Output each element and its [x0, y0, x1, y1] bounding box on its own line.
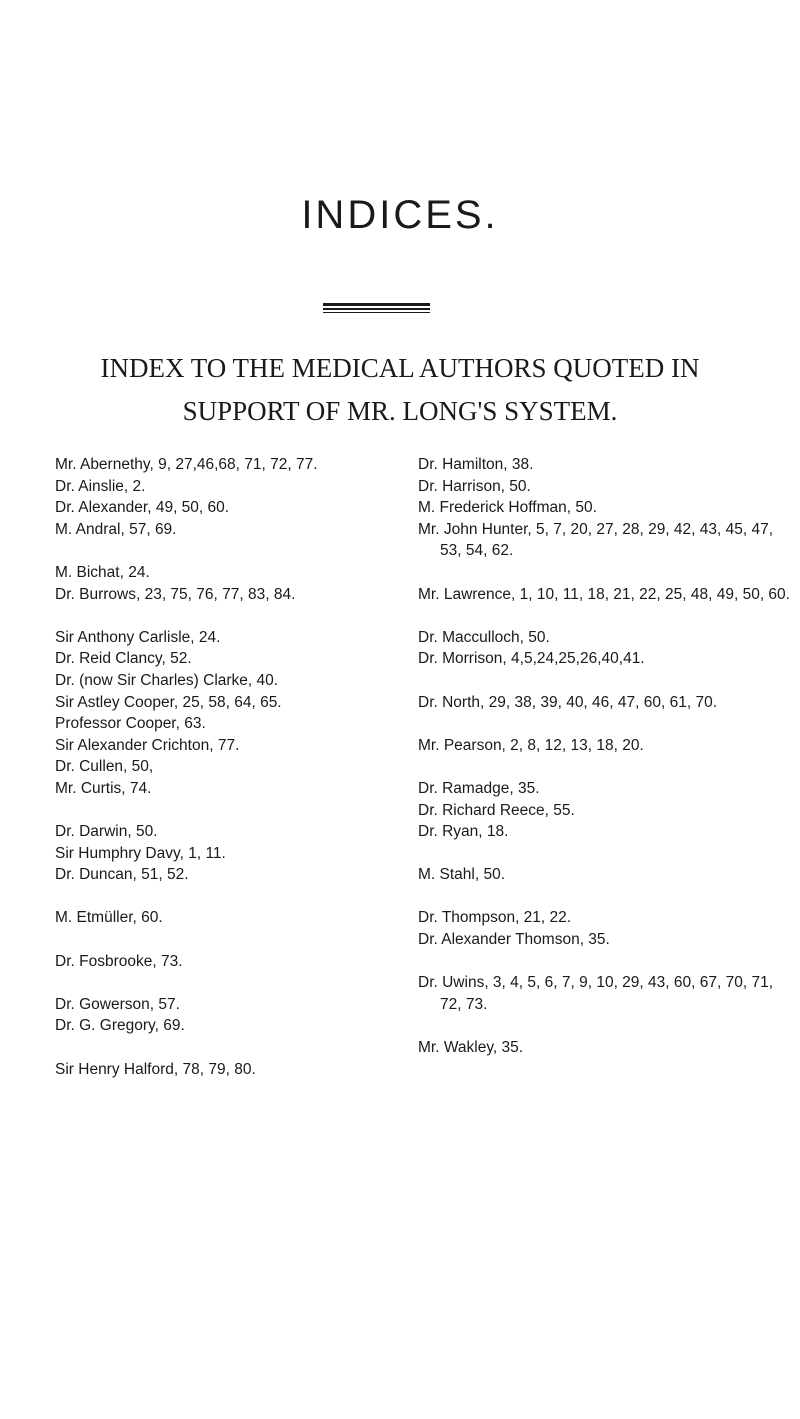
- author-name: Mr. Abernethy,: [55, 456, 154, 473]
- author-name: Dr. Macculloch,: [418, 628, 524, 646]
- author-name: Dr. Thompson,: [418, 909, 520, 927]
- author-name: Sir Henry Halford,: [55, 1060, 179, 1078]
- author-name: Dr. Darwin,: [55, 823, 132, 841]
- author-name: Dr. Alexander,: [55, 499, 152, 517]
- index-entry: [55, 951, 380, 973]
- index-entry: [55, 562, 380, 584]
- author-name: Dr. Richard Reece,: [418, 801, 549, 819]
- page-references: 57.: [154, 995, 180, 1013]
- page-references: 50,: [127, 758, 154, 776]
- index-heading-line-2: SUPPORT OF MR. LONG'S SYSTEM.: [182, 396, 618, 426]
- author-name: Dr. (now Sir Charles) Clarke,: [55, 671, 253, 689]
- decorative-rule-medium: [323, 308, 430, 310]
- entry-spacer: [55, 605, 380, 627]
- page-references: 5, 7, 20, 27, 28, 29, 42, 43, 45, 47, 53, 54, 62.: [440, 520, 774, 560]
- page-references: 29, 38, 39, 40, 46, 47, 60, 61, 70.: [484, 693, 718, 711]
- author-name: Mr. Lawrence,: [418, 585, 516, 603]
- index-entry: [55, 735, 380, 757]
- index-entry: [418, 519, 793, 562]
- page-references: 50.: [131, 823, 158, 841]
- page-references: 1, 10, 11, 18, 21, 22, 25, 48, 49, 50, 60.: [515, 585, 790, 603]
- page-references: 2, 8, 12, 13, 18, 20.: [505, 736, 644, 754]
- entry-spacer: [418, 886, 793, 908]
- index-entry: [55, 907, 380, 929]
- author-name: Dr. Ainslie,: [55, 477, 129, 495]
- index-entry: [418, 648, 793, 670]
- index-entry: [55, 821, 380, 843]
- index-entry: [418, 800, 793, 822]
- page-references: 57, 69.: [124, 520, 177, 538]
- page-references: 25, 58, 64, 65.: [178, 693, 282, 711]
- page-references: 4,5,24,25,26,40,41.: [506, 650, 645, 668]
- author-name: Dr. Fosbrooke,: [55, 952, 157, 970]
- entry-spacer: [55, 800, 380, 822]
- index-column-left: [55, 454, 380, 1080]
- page-references: 35.: [497, 1039, 524, 1057]
- entry-spacer: [418, 713, 793, 735]
- index-entry: [55, 454, 380, 476]
- index-entry: [55, 713, 380, 735]
- author-name: Mr. Wakley,: [418, 1039, 498, 1057]
- entry-spacer: [55, 929, 380, 951]
- page-references: 63.: [179, 715, 206, 733]
- author-name: Dr. Ramadge,: [418, 779, 514, 797]
- index-entry: [55, 584, 380, 606]
- index-heading-line-1: INDEX TO THE MEDICAL AUTHORS QUOTED IN: [100, 353, 700, 383]
- index-entry: [418, 1037, 793, 1059]
- page-references: 18.: [482, 823, 509, 841]
- entry-spacer: [418, 1015, 793, 1037]
- entry-spacer: [55, 972, 380, 994]
- index-entry: [55, 843, 380, 865]
- page-references: 52.: [165, 650, 192, 668]
- index-entry: [418, 627, 793, 649]
- page-references: 74.: [125, 779, 152, 797]
- decorative-rule-thick: [323, 303, 430, 306]
- page-references: 9, 27,46,68, 71, 72, 77.: [153, 456, 318, 473]
- author-name: Dr. Reid Clancy,: [55, 650, 166, 668]
- page-references: 50.: [571, 499, 597, 517]
- author-name: M. Frederick Hoffman,: [418, 499, 572, 517]
- author-name: M. Andral,: [55, 520, 125, 538]
- index-column-right: [418, 454, 793, 1059]
- page-references: 35.: [584, 931, 610, 949]
- page-references: 40.: [252, 671, 279, 689]
- index-entry: [55, 627, 380, 649]
- page-references: 3, 4, 5, 6, 7, 9, 10, 29, 43, 60, 67, 70, 71, 72, 73.: [440, 974, 773, 1013]
- author-name: Mr. Pearson,: [418, 736, 506, 754]
- page-references: 50.: [479, 866, 506, 884]
- page-references: 1, 11.: [183, 844, 226, 862]
- page-references: 49, 50, 60.: [151, 499, 230, 517]
- index-entry: [418, 735, 793, 757]
- entry-spacer: [418, 562, 793, 584]
- entry-spacer: [418, 951, 793, 973]
- author-name: Dr. Ryan,: [418, 823, 483, 841]
- page-references: 2.: [128, 477, 146, 495]
- index-entry: [418, 454, 793, 476]
- page-references: 24.: [194, 628, 221, 646]
- author-name: Dr. G. Gregory,: [55, 1017, 159, 1035]
- entry-spacer: [55, 540, 380, 562]
- entry-spacer: [55, 886, 380, 908]
- author-name: Professor Cooper,: [55, 715, 180, 733]
- page-references: 23, 75, 76, 77, 83, 84.: [140, 585, 296, 603]
- page-references: 38.: [507, 456, 534, 473]
- index-entry: [418, 476, 793, 498]
- page-references: 50.: [505, 477, 531, 495]
- author-name: Dr. Hamilton,: [418, 456, 508, 473]
- index-entry: [55, 692, 380, 714]
- index-entry: [55, 497, 380, 519]
- author-name: Dr. Cullen,: [55, 758, 128, 776]
- index-entry: [418, 864, 793, 886]
- page-references: 78, 79, 80.: [178, 1060, 256, 1078]
- author-name: Dr. North,: [418, 693, 485, 711]
- index-entry: [55, 994, 380, 1016]
- author-name: Dr. Duncan,: [55, 866, 137, 884]
- page-title: INDICES.: [301, 193, 499, 237]
- page-references: 60.: [136, 909, 163, 927]
- index-entry: [418, 778, 793, 800]
- author-name: Sir Anthony Carlisle,: [55, 628, 195, 646]
- page-references: 73.: [156, 952, 183, 970]
- author-name: Dr. Burrows,: [55, 585, 141, 603]
- entry-spacer: [418, 843, 793, 865]
- decorative-rule-thin: [323, 312, 430, 313]
- index-entry: [418, 821, 793, 843]
- entry-spacer: [418, 605, 793, 627]
- index-entry: [55, 670, 380, 692]
- index-entry: [55, 1015, 380, 1037]
- page-references: 24.: [123, 563, 150, 581]
- author-name: Dr. Harrison,: [418, 477, 505, 495]
- index-entry: [55, 648, 380, 670]
- index-entry: [55, 864, 380, 886]
- index-entry: [55, 476, 380, 498]
- index-entry: [418, 907, 793, 929]
- author-name: Mr. John Hunter,: [418, 520, 532, 538]
- index-entry: [55, 519, 380, 541]
- author-name: Dr. Gowerson,: [55, 995, 155, 1013]
- author-name: Sir Humphry Davy,: [55, 844, 184, 862]
- page-references: 69.: [158, 1017, 185, 1035]
- author-name: Mr. Curtis,: [55, 779, 126, 797]
- page-references: 55.: [548, 801, 575, 819]
- index-entry: [418, 929, 793, 951]
- author-name: Dr. Uwins,: [418, 974, 489, 992]
- author-name: Sir Alexander Crichton,: [55, 736, 214, 754]
- entry-spacer: [418, 670, 793, 692]
- page-references: 35.: [513, 779, 540, 797]
- page-references: 77.: [213, 736, 240, 754]
- author-name: M. Bichat,: [55, 563, 124, 581]
- index-entry: [418, 972, 793, 1015]
- index-entry: [55, 1059, 380, 1081]
- author-name: M. Stahl,: [418, 866, 480, 884]
- page-references: 50.: [523, 628, 550, 646]
- page-references: 51, 52.: [136, 866, 189, 884]
- index-entry: [418, 497, 793, 519]
- index-entry: [418, 584, 793, 606]
- entry-spacer: [418, 756, 793, 778]
- author-name: Dr. Alexander Thomson,: [418, 931, 584, 949]
- entry-spacer: [55, 1037, 380, 1059]
- page-references: 21, 22.: [519, 909, 572, 927]
- index-entry: [55, 756, 380, 778]
- author-name: M. Etmüller,: [55, 909, 137, 927]
- author-name: Sir Astley Cooper,: [55, 693, 179, 711]
- index-entry: [55, 778, 380, 800]
- author-name: Dr. Morrison,: [418, 650, 507, 668]
- index-entry: [418, 692, 793, 714]
